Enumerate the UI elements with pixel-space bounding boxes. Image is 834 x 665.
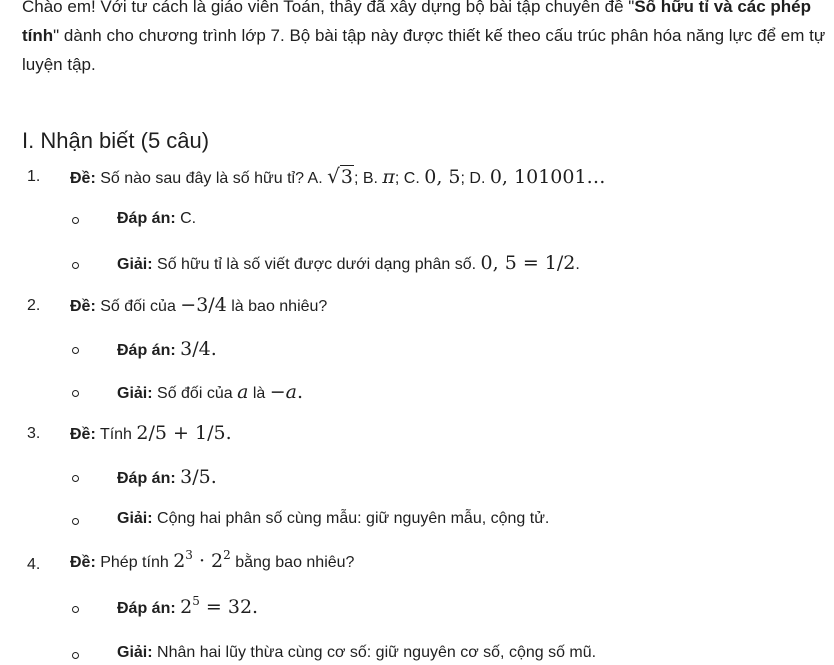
math-operator: · bbox=[192, 550, 212, 572]
bullet-icon bbox=[72, 518, 79, 525]
giai-label: Giải: bbox=[117, 644, 153, 661]
giai-label: Giải: bbox=[117, 385, 153, 402]
solution-text: . bbox=[297, 381, 304, 403]
math-value: 2/5 + 1/5 bbox=[136, 422, 226, 444]
answer-text: . bbox=[210, 466, 217, 488]
de-text: là bao nhiêu? bbox=[226, 298, 328, 315]
question-2-prompt bbox=[70, 294, 327, 316]
sqrt-expression: √3 bbox=[327, 164, 353, 188]
de-text: ; D. bbox=[460, 170, 490, 187]
question-number: 4. bbox=[27, 556, 41, 573]
intro-bold-topic: Số hữu tỉ và các phép tính bbox=[22, 0, 812, 45]
math-pi: π bbox=[382, 166, 395, 188]
de-text: ; C. bbox=[394, 170, 425, 187]
bullet-icon bbox=[72, 475, 79, 482]
math-exponent: 2 bbox=[223, 548, 231, 562]
math-base: 2 bbox=[180, 596, 193, 618]
math-value: 3/5 bbox=[180, 466, 211, 488]
giai-label: Giải: bbox=[117, 510, 153, 527]
solution-text: Số đối của bbox=[157, 385, 238, 402]
de-text: Tính bbox=[99, 426, 137, 443]
intro-paragraph bbox=[22, 0, 827, 79]
solution-line bbox=[117, 252, 580, 274]
math-equation: = 32 bbox=[199, 596, 253, 618]
de-text: ; B. bbox=[353, 170, 383, 187]
intro-text-a: Chào em! Với tư cách là giáo viên Toán, thầy đã xây dựng bộ bài tập chuyên đề " bbox=[22, 0, 635, 16]
answer-text: C. bbox=[180, 210, 197, 227]
math-value: 0, 5 bbox=[424, 166, 461, 188]
bullet-icon bbox=[72, 347, 79, 354]
question-number: 1. bbox=[27, 168, 41, 185]
math-value: −3/4 bbox=[180, 294, 227, 316]
dapan-label: Đáp án: bbox=[117, 470, 176, 487]
math-value: 0, 101001… bbox=[489, 166, 606, 188]
math-base: 2 bbox=[173, 550, 186, 572]
solution-line bbox=[117, 510, 549, 528]
solution-text: Nhân hai lũy thừa cùng cơ số: giữ nguyên cơ số, cộng số mũ. bbox=[157, 644, 597, 661]
answer-line bbox=[117, 596, 258, 618]
dapan-label: Đáp án: bbox=[117, 210, 176, 227]
question-1-prompt bbox=[70, 164, 606, 188]
section-heading: I. Nhận biết (5 câu) bbox=[22, 128, 210, 153]
math-variable: a bbox=[237, 381, 249, 403]
question-3-prompt bbox=[70, 422, 232, 444]
math-variable: −a bbox=[269, 381, 297, 403]
de-text: Số đối của bbox=[100, 298, 181, 315]
solution-text: Cộng hai phân số cùng mẫu: giữ nguyên mẫu, cộng tử. bbox=[157, 510, 550, 527]
dapan-label: Đáp án: bbox=[117, 342, 176, 359]
question-number: 2. bbox=[27, 297, 41, 314]
sqrt-radicand: 3 bbox=[340, 166, 353, 188]
question-number: 3. bbox=[27, 425, 41, 442]
dapan-label: Đáp án: bbox=[117, 600, 176, 617]
math-value: 3/4 bbox=[180, 338, 211, 360]
de-label: Đề: bbox=[70, 554, 96, 571]
bullet-icon bbox=[72, 390, 79, 397]
bullet-icon bbox=[72, 652, 79, 659]
solution-line bbox=[117, 644, 596, 662]
answer-line bbox=[117, 466, 217, 488]
math-exponent: 5 bbox=[192, 594, 200, 608]
bullet-icon bbox=[72, 217, 79, 224]
de-text: . bbox=[225, 422, 232, 444]
intro-text-b: " dành cho chương trình lớp 7. Bộ bài tập này được thiết kế theo cấu trúc phân hóa năng lực để em tự luyện tập. bbox=[22, 26, 826, 74]
de-text: Phép tính bbox=[100, 554, 174, 571]
answer-text: . bbox=[252, 596, 259, 618]
bullet-icon bbox=[72, 606, 79, 613]
math-exponent: 3 bbox=[185, 548, 193, 562]
de-text: bằng bao nhiêu? bbox=[230, 554, 355, 571]
solution-text: Số hữu tỉ là số viết được dưới dạng phân số. bbox=[157, 256, 481, 273]
solution-line bbox=[117, 381, 303, 403]
math-base: 2 bbox=[211, 550, 224, 572]
de-label: Đề: bbox=[70, 298, 96, 315]
solution-text: là bbox=[248, 385, 270, 402]
answer-line bbox=[117, 338, 217, 360]
answer-line bbox=[117, 210, 196, 228]
bullet-icon bbox=[72, 262, 79, 269]
solution-text: . bbox=[575, 256, 580, 273]
de-label: Đề: bbox=[70, 170, 96, 187]
giai-label: Giải: bbox=[117, 256, 153, 273]
question-4-prompt bbox=[70, 550, 354, 572]
de-label: Đề: bbox=[70, 426, 96, 443]
de-text: Số nào sau đây là số hữu tỉ? A. bbox=[100, 170, 328, 187]
math-equation: 0, 5 = 1/2 bbox=[480, 252, 576, 274]
answer-text: . bbox=[210, 338, 217, 360]
